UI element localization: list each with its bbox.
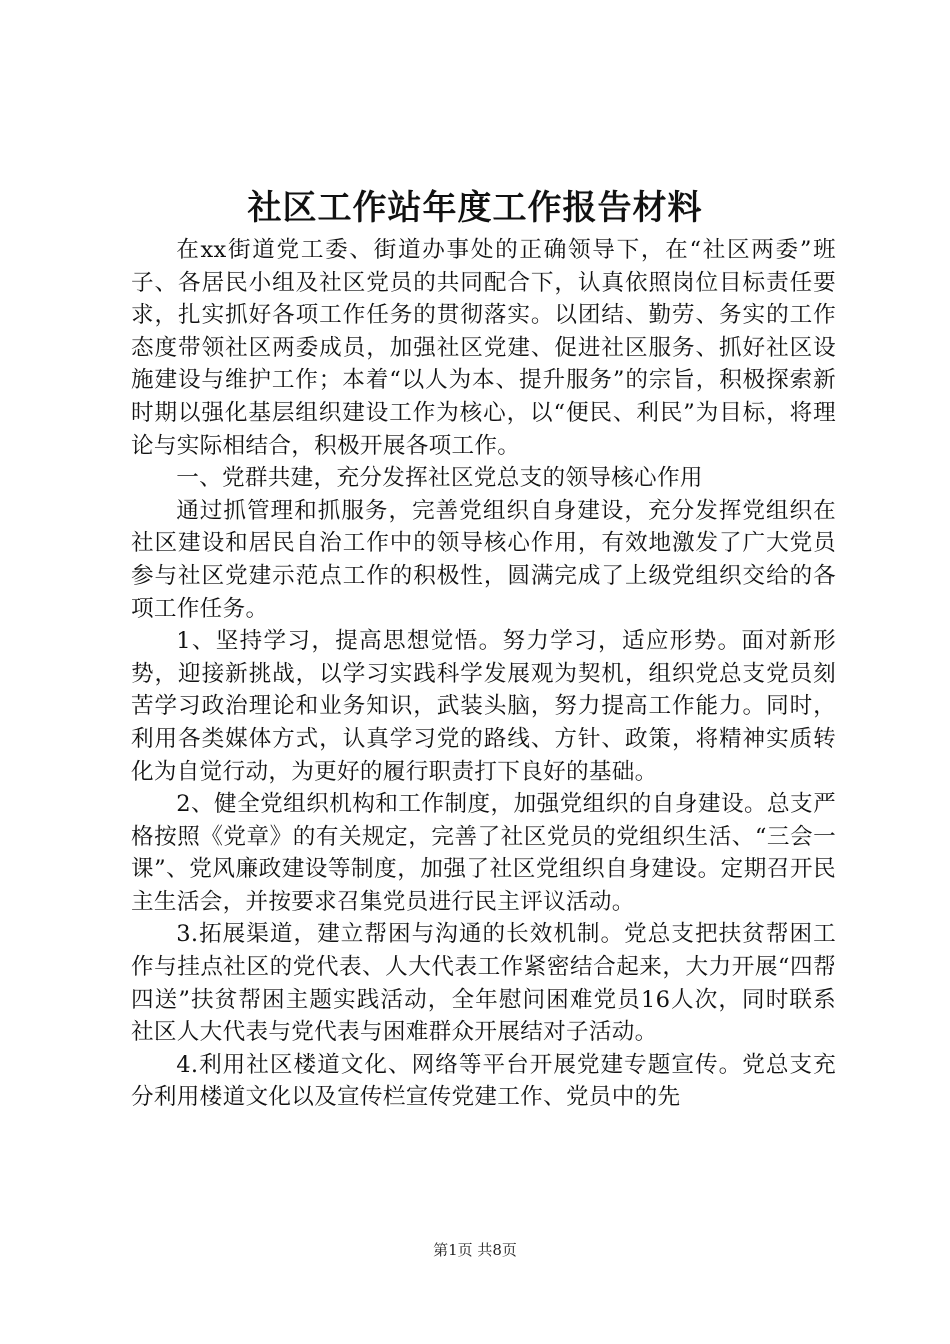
document-title: 社区工作站年度工作报告材料 [247, 188, 703, 228]
paragraph-section-intro: 通过抓管理和抓服务，完善党组织自身建设，充分发挥党组织在社区建设和居民自治工作中的领导核心作用，有效地激发了广大党员参与社区党建示范点工作的积极性，圆满完成了上级党组织交给的各项工作任务。 [131, 497, 836, 622]
paragraph-item-1: 1、坚持学习，提高思想觉悟。努力学习，适应形势。面对新形势，迎接新挑战，以学习实践科学发展观为契机，组织党总支党员刻苦学习政治理论和业务知识，武装头脑，努力提高工作能力。同时，利用各类媒体方式，认真学习党的路线、方针、政策，将精神实质转化为自觉行动，为更好的履行职责打下良好的基础。 [131, 628, 836, 785]
page-number-footer: 第1页 共8页 [433, 1241, 517, 1259]
paragraph-intro: 在xx街道党工委、街道办事处的正确领导下，在“社区两委”班子、各居民小组及社区党员的共同配合下，认真依照岗位目标责任要求，扎实抓好各项工作任务的贯彻落实。以团结、勤劳、务实的工作态度带领社区两委成员，加强社区党建、促进社区服务、抓好社区设施建设与维护工作；本着“以人为本、提升服务”的宗旨，积极探索新时期以强化基层组织建设工作为核心，以“便民、利民”为目标，将理论与实际相结合，积极开展各项工作。 [131, 237, 836, 459]
section-heading: 一、党群共建，充分发挥社区党总支的领导核心作用 [176, 465, 703, 492]
document-body [131, 234, 836, 1114]
paragraph-item-2: 2、健全党组织机构和工作制度，加强党组织的自身建设。总支严格按照《党章》的有关规定，完善了社区党员的党组织生活、“三会一课”、党风廉政建设等制度，加强了社区党组织自身建设。定期召开民主生活会，并按要求召集党员进行民主评议活动。 [131, 791, 836, 915]
paragraph-item-3: 3.拓展渠道，建立帮困与沟通的长效机制。党总支把扶贫帮困工作与挂点社区的党代表、人大代表工作紧密结合起来，大力开展“四帮四送”扶贫帮困主题实践活动，全年慰问困难党员16人次，同时联系社区人大代表与党代表与困难群众开展结对子活动。 [131, 921, 836, 1046]
paragraph-item-4: 4.利用社区楼道文化、网络等平台开展党建专题宣传。党总支充分利用楼道文化以及宣传栏宣传党建工作、党员中的先 [131, 1051, 836, 1111]
